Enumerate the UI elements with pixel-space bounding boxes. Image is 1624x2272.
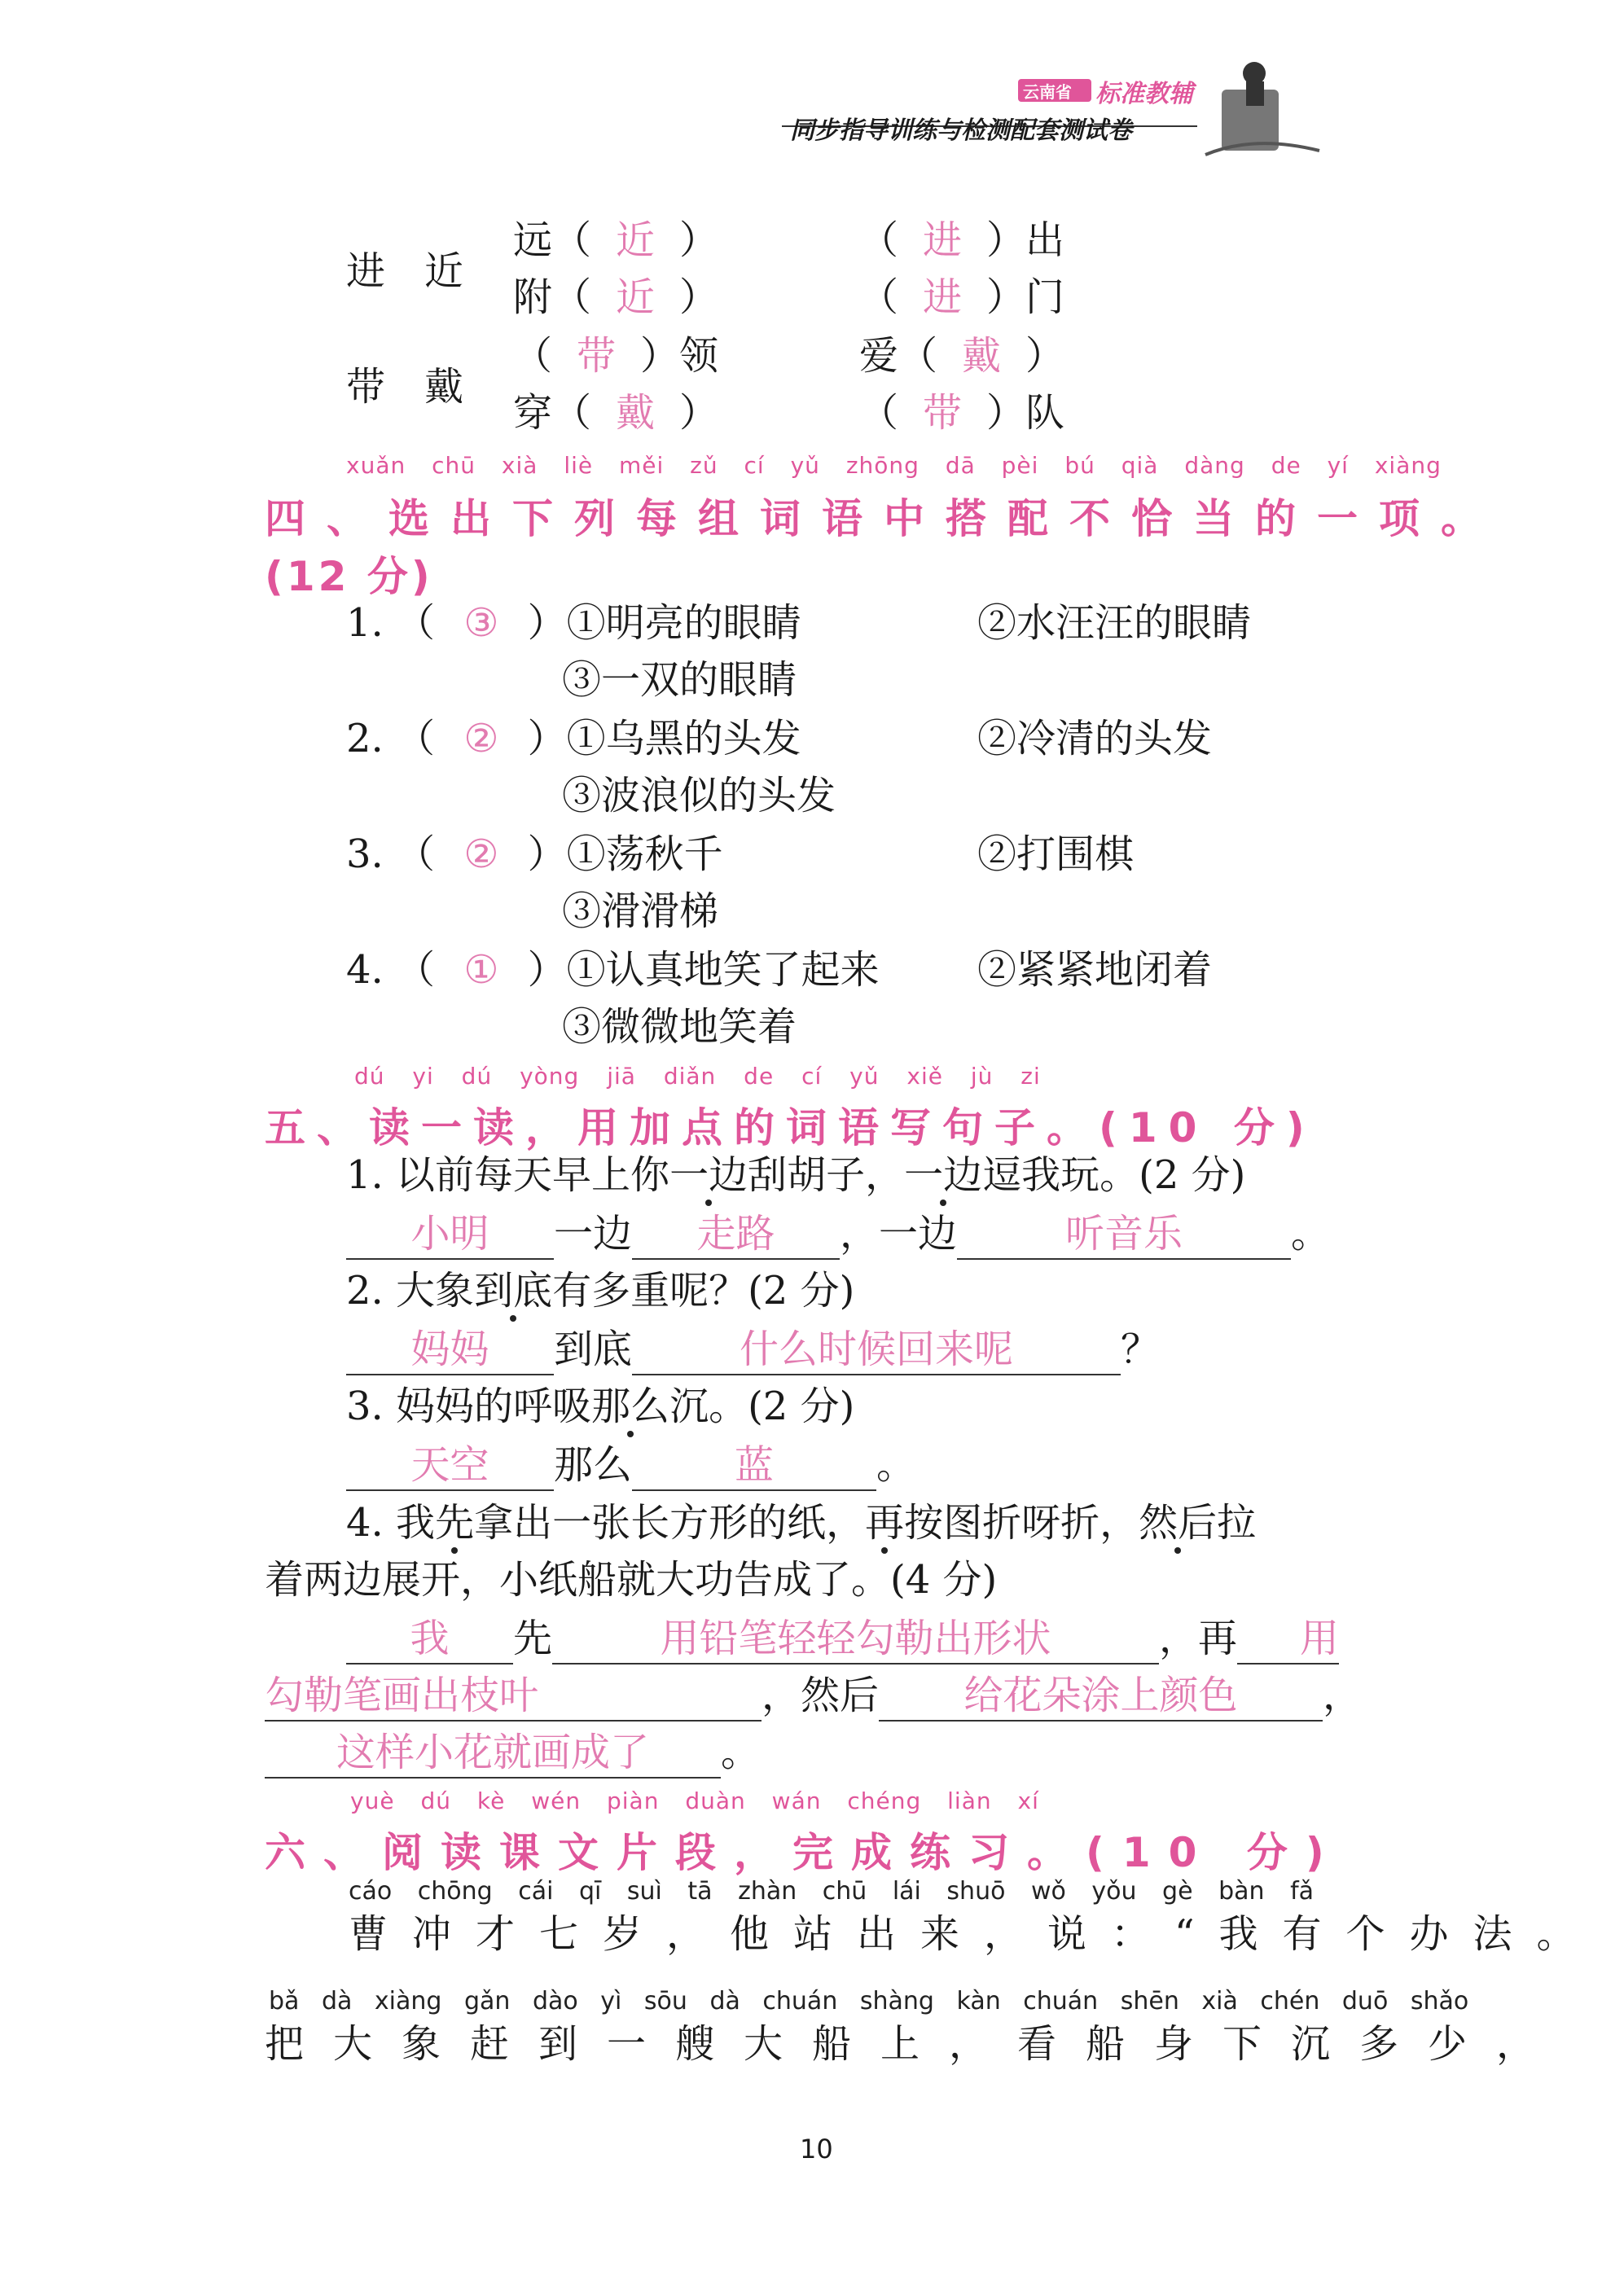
- passage-pinyin: bǎ dà xiàng gǎn dào yì sōu dà chuán shàng kàn chuán shēn xià chén duō shǎo: [269, 1987, 1469, 2015]
- section-title: 六、阅读课文片段，完成练习。(10 分): [265, 1829, 1342, 1876]
- stump-figure-icon: [1205, 62, 1319, 155]
- page-header: [782, 29, 1360, 167]
- answer-line: 天空 那么 蓝 。: [346, 1441, 915, 1491]
- answer-line: 我 先 用铅笔轻轻勾勒出形状 ，再 用: [346, 1614, 1339, 1665]
- question: 2. 大象到底有多重呢？(2 分): [346, 1268, 855, 1314]
- option: ③微微地笑着: [562, 1004, 797, 1050]
- option: ②打围棋: [977, 831, 1135, 877]
- brand-tag: 云南省: [1023, 82, 1072, 102]
- question-item: 1. （ ③ ）①明亮的眼睛: [346, 600, 801, 646]
- question-item: 3. （ ② ）①荡秋千: [346, 831, 723, 877]
- fill-item: 爱（ 戴 ）: [859, 333, 1065, 379]
- answer-line: 小明 一边 走路 ，一边 听音乐 。: [346, 1209, 1330, 1260]
- brand-name: 标准教辅: [1095, 80, 1193, 108]
- fill-item: （ 进 ）出: [859, 217, 1065, 263]
- section-score: (12 分): [265, 553, 433, 600]
- fill-item: （ 进 ）门: [859, 274, 1065, 320]
- section-pinyin: dú yi dú yòng jiā diǎn de cí yǔ xiě jù zi: [354, 1063, 1041, 1090]
- question: 1. 以前每天早上你一边刮胡子，一边逗我玩。(2 分): [346, 1152, 1246, 1198]
- answer-line: 妈妈 到底 什么时候回来呢 ？: [346, 1325, 1160, 1375]
- option: ③波浪似的头发: [562, 773, 836, 818]
- page-number: 10: [800, 2134, 833, 2165]
- passage-pinyin: cáo chōng cái qī suì tā zhàn chū lái shuō wǒ yǒu gè bàn fǎ: [349, 1877, 1315, 1906]
- fill-item: 附（ 近 ）: [513, 274, 719, 320]
- pair-label: 带 戴: [346, 364, 464, 410]
- fill-item: 远（ 近 ）: [513, 217, 719, 263]
- pair-label: 进 近: [346, 248, 464, 294]
- question-item: 2. （ ② ）①乌黑的头发: [346, 716, 801, 761]
- passage-line: 曹冲才七岁，他站出来，说：“我有个办法。: [349, 1911, 1600, 1957]
- option: ②紧紧地闭着: [977, 947, 1213, 993]
- option: ②水汪汪的眼睛: [977, 600, 1252, 646]
- fill-item: 穿（ 戴 ）: [513, 390, 719, 436]
- fill-item: （ 带 ）领: [513, 333, 719, 379]
- section-pinyin: xuǎn chū xià liè měi zǔ cí yǔ zhōng dā pèi bú qià dàng de yí xiàng: [346, 452, 1442, 479]
- question-item: 4. （ ① ）①认真地笑了起来: [346, 947, 880, 993]
- answer-line: 勾勒笔画出枝叶 ，然后 给花朵涂上颜色 ，: [265, 1671, 1362, 1722]
- option: ②冷清的头发: [977, 716, 1213, 761]
- question: 4. 我先拿出一张长方形的纸，再按图折呀折，然后拉: [346, 1500, 1257, 1546]
- fill-item: （ 带 ）队: [859, 390, 1065, 436]
- section-title: 五、读一读，用加点的词语写句子。(10 分): [265, 1104, 1316, 1151]
- option: ③一双的眼睛: [562, 657, 797, 703]
- passage-line: 把大象赶到一艘大船上，看船身下沉多少，: [265, 2021, 1565, 2067]
- question: 3. 妈妈的呼吸那么沉。(2 分): [346, 1384, 855, 1429]
- section-pinyin: yuè dú kè wén piàn duàn wán chéng liàn xí: [350, 1787, 1039, 1814]
- answer-line: 这样小花就画成了 。: [265, 1728, 760, 1779]
- question-cont: 着两边展开，小纸船就大功告成了。(4 分): [265, 1557, 998, 1603]
- section-title: 四、选出下列每组词语中搭配不恰当的一项。: [265, 495, 1503, 542]
- option: ③滑滑梯: [562, 888, 719, 934]
- header-subtitle: 同步指导训练与检测配套测试卷: [790, 116, 1132, 145]
